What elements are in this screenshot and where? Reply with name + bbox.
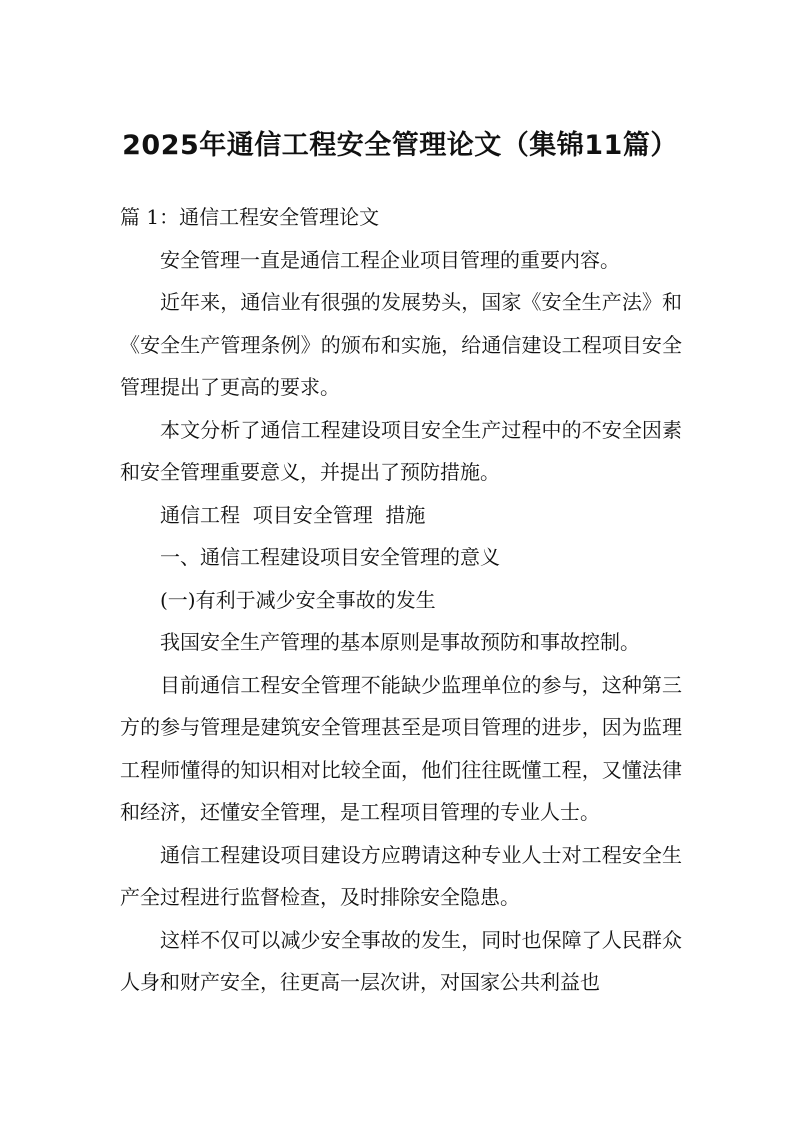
paragraph: 本文分析了通信工程建设项目安全生产过程中的不安全因素和安全管理重要意义，并提出了预防措施。 xyxy=(120,417,682,484)
section-heading: 篇 1：通信工程安全管理论文 xyxy=(120,205,380,229)
paragraph: 安全管理一直是通信工程企业项目管理的重要内容。 xyxy=(160,247,620,272)
document-body xyxy=(120,196,682,1004)
paragraph: 通信工程建设项目建设方应聘请这种专业人士对工程安全生产全过程进行监督检查，及时排除安全隐患。 xyxy=(120,842,682,909)
paragraph: 目前通信工程安全管理不能缺少监理单位的参与，这种第三方的参与管理是建筑安全管理甚至是项目管理的进步，因为监理工程师懂得的知识相对比较全面，他们往往既懂工程，又懂法律和经济，还懂安全管理，是工程项目管理的专业人士。 xyxy=(120,672,682,824)
subheading: (一)有利于减少安全事故的发生 xyxy=(160,587,436,612)
paragraph: 我国安全生产管理的基本原则是事故预防和事故控制。 xyxy=(160,630,640,654)
paragraph: 这样不仅可以减少安全事故的发生，同时也保障了人民群众人身和财产安全，往更高一层次讲，对国家公共利益也 xyxy=(120,927,682,994)
paragraph: 近年来，通信业有很强的发展势头，国家《安全生产法》和《安全生产管理条例》的颁布和实施，给通信建设工程项目安全管理提出了更高的要求。 xyxy=(120,290,682,399)
keywords-line: 通信工程 项目安全管理 措施 xyxy=(160,502,426,527)
document-title: 2025年通信工程安全管理论文（集锦11篇） xyxy=(122,130,678,161)
subheading: 一、通信工程建设项目安全管理的意义 xyxy=(160,545,500,569)
